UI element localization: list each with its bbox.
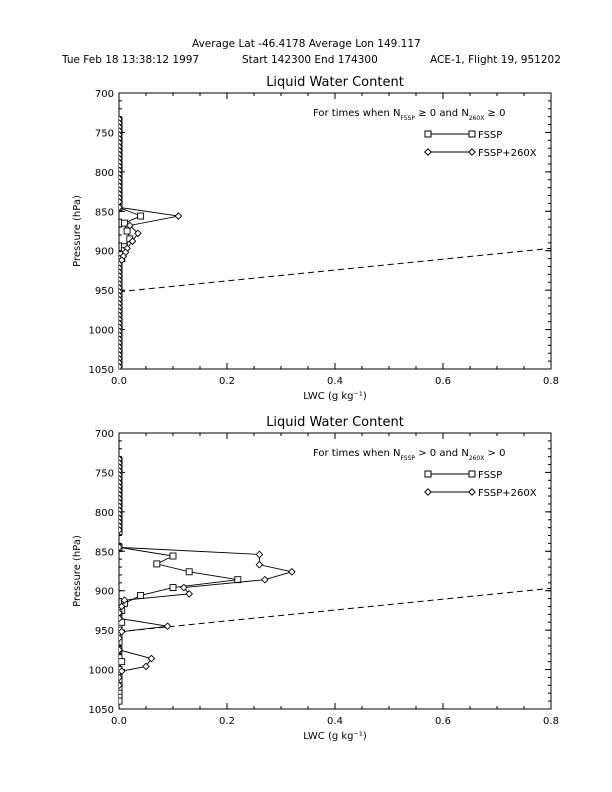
legend-marker-square <box>469 131 475 137</box>
data-point-fssp <box>170 553 176 559</box>
x-axis-label: LWC (g kg⁻¹) <box>303 731 367 742</box>
y-tick-label: 850 <box>94 547 114 559</box>
chart-title: Liquid Water Content <box>266 415 404 430</box>
flight-id: ACE-1, Flight 19, 951202 <box>430 54 561 66</box>
y-tick-label: 1050 <box>88 365 114 376</box>
data-point-fssp-260x <box>143 663 149 669</box>
y-tick-label: 750 <box>94 468 114 480</box>
data-point-fssp <box>170 585 176 591</box>
data-point-fssp <box>116 698 122 704</box>
condition-note-sub2: 260X <box>468 115 485 122</box>
condition-note-mid: ≥ 0 and N <box>415 108 469 119</box>
data-point-fssp-260x <box>164 623 170 629</box>
y-tick-label: 900 <box>94 246 114 258</box>
condition-note <box>313 448 505 462</box>
condition-note-prefix: For times when N <box>313 108 401 119</box>
x-tick-label: 0.8 <box>543 376 559 387</box>
data-point-fssp-260x <box>148 655 154 661</box>
data-point-fssp-260x <box>289 569 295 575</box>
data-point-fssp-260x <box>262 576 268 582</box>
condition-note-prefix: For times when N <box>313 448 401 459</box>
data-point-fssp <box>138 592 144 598</box>
condition-note-sub1: FSSP <box>400 455 416 462</box>
dashed-reference-line <box>119 248 551 291</box>
x-axis-label: LWC (g kg⁻¹) <box>303 391 367 402</box>
x-tick-label: 0.8 <box>543 716 559 727</box>
y-tick-label: 800 <box>94 507 114 519</box>
data-point-fssp-260x <box>175 213 181 219</box>
legend-marker-diamond <box>425 489 431 495</box>
data-point-fssp <box>124 228 130 234</box>
x-tick-label: 0.2 <box>219 716 235 727</box>
y-axis-label: Pressure (hPa) <box>72 195 83 267</box>
x-tick-label: 0.4 <box>327 716 343 727</box>
condition-note <box>313 108 505 122</box>
legend-marker-square <box>425 471 431 477</box>
y-tick-label: 800 <box>94 167 114 179</box>
chart-title: Liquid Water Content <box>266 75 404 90</box>
condition-note-suffix: > 0 <box>484 448 506 459</box>
x-tick-label: 0.0 <box>111 376 127 387</box>
series-line-fssp-260x <box>119 459 292 685</box>
legend-marker-square <box>425 131 431 137</box>
data-point-fssp-260x <box>256 551 262 557</box>
start-end-times: Start 142300 End 174300 <box>242 54 378 66</box>
dashed-reference-line <box>119 588 551 631</box>
legend-marker-diamond <box>469 149 475 155</box>
y-tick-label: 1000 <box>88 325 114 337</box>
legend-label: FSSP <box>478 130 503 141</box>
y-tick-label: 900 <box>94 586 114 598</box>
condition-note-suffix: ≥ 0 <box>484 108 506 119</box>
legend-marker-diamond <box>469 489 475 495</box>
y-tick-label: 950 <box>94 626 114 638</box>
y-tick-label: 1050 <box>88 705 114 716</box>
condition-note-sub2: 260X <box>468 455 485 462</box>
y-tick-label: 700 <box>94 89 114 100</box>
y-tick-label: 750 <box>94 128 114 140</box>
y-tick-label: 950 <box>94 286 114 298</box>
condition-note-mid: > 0 and N <box>415 448 469 459</box>
series-line-fssp <box>119 461 238 702</box>
data-point-fssp-260x <box>256 561 262 567</box>
y-tick-label: 700 <box>94 429 114 440</box>
legend-label: FSSP+260X <box>478 148 537 159</box>
legend-marker-diamond <box>425 149 431 155</box>
data-point-fssp <box>154 561 160 567</box>
chart-panel-2 <box>72 415 559 742</box>
y-tick-label: 1000 <box>88 665 114 677</box>
data-point-fssp <box>138 213 144 219</box>
legend-label: FSSP+260X <box>478 488 537 499</box>
data-point-fssp <box>186 569 192 575</box>
x-tick-label: 0.2 <box>219 376 235 387</box>
legend-marker-square <box>469 471 475 477</box>
x-tick-label: 0.6 <box>435 716 451 727</box>
x-tick-label: 0.4 <box>327 376 343 387</box>
average-lat-lon: Average Lat -46.4178 Average Lon 149.117 <box>192 38 421 50</box>
condition-note-sub1: FSSP <box>400 115 416 122</box>
run-date: Tue Feb 18 13:38:12 1997 <box>62 54 200 66</box>
x-tick-label: 0.0 <box>111 716 127 727</box>
series-line-fssp-260x <box>119 119 178 367</box>
y-tick-label: 850 <box>94 207 114 219</box>
legend-label: FSSP <box>478 470 503 481</box>
x-tick-label: 0.6 <box>435 376 451 387</box>
chart-panel-1 <box>72 75 559 402</box>
y-axis-label: Pressure (hPa) <box>72 535 83 607</box>
data-point-fssp <box>119 659 125 665</box>
